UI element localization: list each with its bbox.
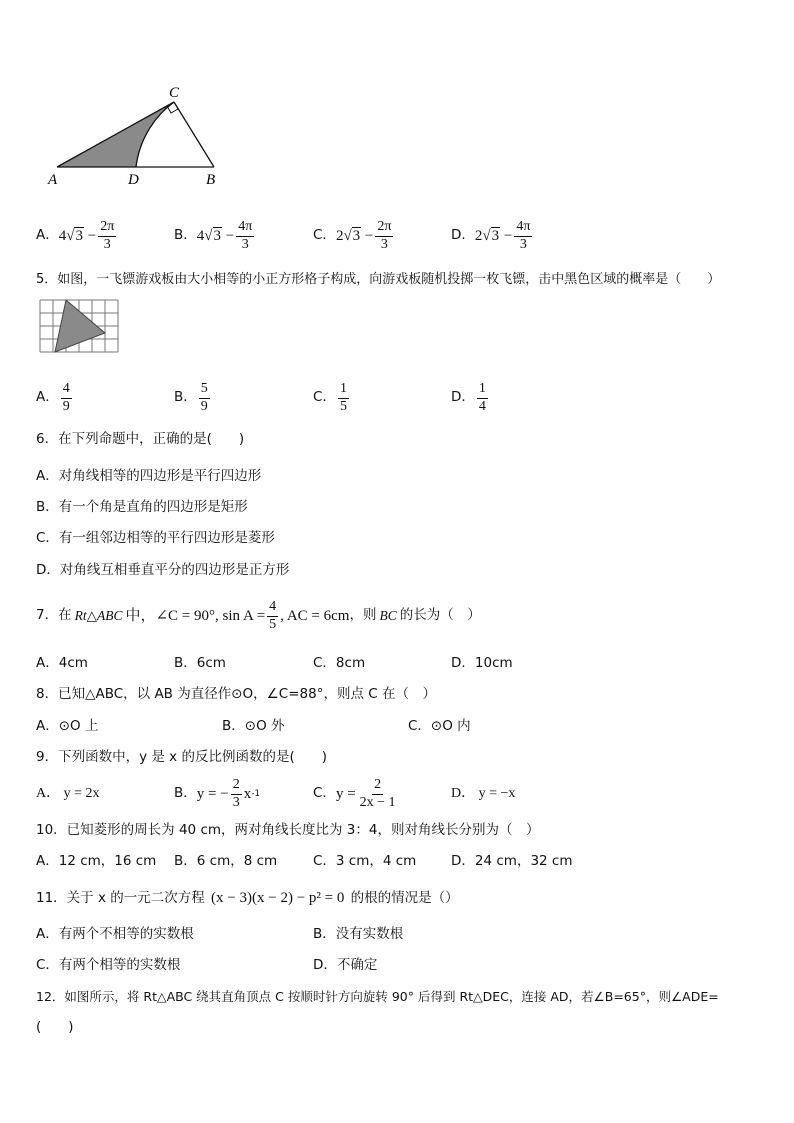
q6-question: 6．在下列命题中，正确的是( ) bbox=[36, 431, 245, 447]
q5-option-d[interactable] bbox=[451, 382, 490, 414]
q8-option-a[interactable]: A．⊙O 上 bbox=[36, 718, 99, 734]
q7-ac: , AC = 6cm bbox=[280, 607, 350, 624]
q5-option-a[interactable] bbox=[36, 382, 74, 414]
label-c: C bbox=[169, 85, 180, 101]
q9-option-c-den: 2x − 1 bbox=[359, 794, 396, 810]
q5-option-d-num: 1 bbox=[477, 382, 488, 399]
q5-option-c-letter: C． bbox=[313, 389, 336, 406]
q5-option-c-den: 5 bbox=[339, 398, 347, 414]
q5-option-a-num: 4 bbox=[61, 382, 72, 399]
q7-question bbox=[36, 600, 481, 632]
q4-option-b-coef: 4 bbox=[196, 227, 205, 244]
q5-option-d-letter: D． bbox=[451, 389, 475, 406]
side-cb bbox=[174, 102, 214, 167]
q7-then: ，则 bbox=[349, 607, 377, 624]
q11-option-d[interactable]: D．不确定 bbox=[313, 957, 378, 973]
label-b: B bbox=[206, 172, 216, 188]
q4-option-b-letter: B． bbox=[174, 227, 197, 244]
q10-option-b[interactable]: B．6 cm，8 cm bbox=[174, 853, 278, 869]
q9-question: 9．下列函数中，y 是 x 的反比例函数的是( ) bbox=[36, 749, 327, 765]
q9-option-b-pre: y = − bbox=[196, 785, 229, 802]
q7-frac-den: 5 bbox=[269, 616, 277, 632]
q9-option-b-num: 2 bbox=[231, 778, 242, 795]
q4-option-b-num: 4π bbox=[236, 220, 254, 237]
q9-option-b-post: x bbox=[243, 785, 252, 802]
q7-option-a[interactable]: A．4cm bbox=[36, 655, 88, 671]
q8-option-b[interactable]: B．⊙O 外 bbox=[222, 718, 285, 734]
q11-option-b[interactable]: B．没有实数根 bbox=[313, 926, 404, 942]
q4-option-a-den: 3 bbox=[103, 236, 111, 252]
q4-option-d-num: 4π bbox=[514, 220, 532, 237]
q9-option-c-num: 2 bbox=[372, 778, 383, 795]
q5-option-a-letter: A． bbox=[36, 389, 59, 406]
q5-option-c[interactable] bbox=[313, 382, 351, 414]
q9-option-b-sup: -1 bbox=[251, 788, 261, 799]
triangle-figure bbox=[40, 82, 230, 190]
q5-question: 5．如图，一飞镖游戏板由大小相等的小正方形格子构成，向游戏板随机投掷一枚飞镖，击中黑色区域的概率是（ ） bbox=[36, 272, 721, 287]
q4-option-a-coef: 4 bbox=[58, 227, 67, 244]
q4-option-c[interactable]: C． 2√3 − $\frac{2\pi}{3}$ bbox=[313, 219, 392, 252]
q9-option-d[interactable]: D． y = −x bbox=[451, 786, 516, 801]
q7-option-b[interactable]: B．6cm bbox=[174, 655, 226, 671]
q9-option-c[interactable] bbox=[313, 778, 400, 810]
q4-option-c-num: 2π bbox=[375, 220, 393, 237]
q11-equation: (x − 3)(x − 2) − p² = 0 bbox=[211, 890, 345, 906]
q10-question: 10．已知菱形的周长为 40 cm，两对角线长度比为 3：4，则对角线长分别为（ ） bbox=[36, 822, 540, 838]
q4-option-d-letter: D． bbox=[451, 227, 475, 244]
q5-option-c-num: 1 bbox=[338, 382, 349, 399]
label-d: D bbox=[128, 172, 139, 188]
q11-text-pre: 11．关于 x 的一元二次方程 bbox=[36, 890, 205, 906]
dartboard-grid-figure bbox=[38, 298, 122, 354]
q4-option-d-coef: 2 bbox=[474, 227, 483, 244]
q5-option-b-letter: B． bbox=[174, 389, 197, 406]
q5-option-b[interactable] bbox=[174, 382, 212, 414]
q6-option-b[interactable]: B．有一个角是直角的四边形是矩形 bbox=[36, 499, 248, 515]
q4-option-a-letter: A． bbox=[36, 227, 59, 244]
q4-option-c-den: 3 bbox=[380, 236, 388, 252]
q4-option-a-rad: 3 bbox=[75, 227, 83, 244]
q4-option-d[interactable]: D． 2√3 − $\frac{4\pi}{3}$ bbox=[451, 219, 531, 252]
q9-option-c-pre: y = bbox=[335, 785, 356, 802]
q7-tail: 的长为（ ） bbox=[399, 607, 481, 624]
q5-option-b-den: 9 bbox=[200, 398, 208, 414]
q4-option-c-coef: 2 bbox=[335, 227, 344, 244]
q7-number: 7．在 bbox=[36, 607, 72, 624]
q5-option-b-num: 5 bbox=[199, 382, 210, 399]
shaded-triangle bbox=[55, 300, 105, 352]
q11-text-post: 的根的情况是（） bbox=[350, 890, 459, 906]
q7-bc: BC bbox=[379, 608, 397, 624]
q7-option-c[interactable]: C．8cm bbox=[313, 655, 366, 671]
q4-option-b[interactable]: B． 4√3 − $\frac{4\pi}{3}$ bbox=[174, 219, 253, 252]
q12-question-line1: 12．如图所示，将 Rt△ABC 绕其直角顶点 C 按顺时针方向旋转 90° 后得到 Rt△DEC，连接 AD，若∠B=65°，则∠ADE= bbox=[36, 989, 719, 1004]
label-a: A bbox=[48, 172, 58, 188]
q4-option-c-rad: 3 bbox=[352, 227, 361, 244]
q9-option-b-letter: B． bbox=[174, 785, 197, 802]
q10-option-c[interactable]: C．3 cm，4 cm bbox=[313, 853, 417, 869]
q6-option-a[interactable]: A．对角线相等的四边形是平行四边形 bbox=[36, 468, 262, 484]
q9-option-b[interactable] bbox=[174, 778, 260, 810]
q7-condition: 中，∠C = 90°, sin A = bbox=[125, 607, 266, 624]
q4-option-d-rad: 3 bbox=[491, 227, 500, 244]
q12-question-line2: ( ) bbox=[36, 1019, 74, 1035]
q4-option-c-letter: C． bbox=[313, 227, 336, 244]
q4-option-a-num: 2π bbox=[98, 220, 116, 237]
q5-option-d-den: 4 bbox=[478, 398, 486, 414]
q5-option-a-den: 9 bbox=[62, 398, 70, 414]
q11-question bbox=[36, 891, 459, 906]
q10-option-d[interactable]: D．24 cm，32 cm bbox=[451, 853, 573, 869]
q7-frac-num: 4 bbox=[267, 600, 278, 617]
q8-question: 8．已知△ABC，以 AB 为直径作⊙O，∠C=88°，则点 C 在（ ） bbox=[36, 686, 436, 702]
q9-option-a[interactable]: A． y = 2x bbox=[36, 786, 100, 801]
q7-option-d[interactable]: D．10cm bbox=[451, 655, 513, 671]
q11-option-c[interactable]: C．有两个相等的实数根 bbox=[36, 957, 181, 973]
q8-option-c[interactable]: C．⊙O 内 bbox=[408, 718, 471, 734]
q6-option-c[interactable]: C．有一组邻边相等的平行四边形是菱形 bbox=[36, 530, 275, 546]
q11-option-a[interactable]: A．有两个不相等的实数根 bbox=[36, 926, 194, 942]
q6-option-d[interactable]: D．对角线互相垂直平分的四边形是正方形 bbox=[36, 562, 290, 578]
q7-triangle: Rt△ABC bbox=[74, 608, 123, 624]
q9-option-c-letter: C． bbox=[313, 785, 336, 802]
q4-option-a[interactable]: A． 4√3 − $\frac{2\pi}{3}$ bbox=[36, 219, 115, 252]
q4-option-b-rad: 3 bbox=[213, 227, 221, 244]
q9-option-b-den: 3 bbox=[232, 794, 240, 810]
q4-option-b-den: 3 bbox=[241, 236, 249, 252]
q10-option-a[interactable]: A．12 cm，16 cm bbox=[36, 853, 157, 869]
q4-option-d-den: 3 bbox=[519, 236, 527, 252]
